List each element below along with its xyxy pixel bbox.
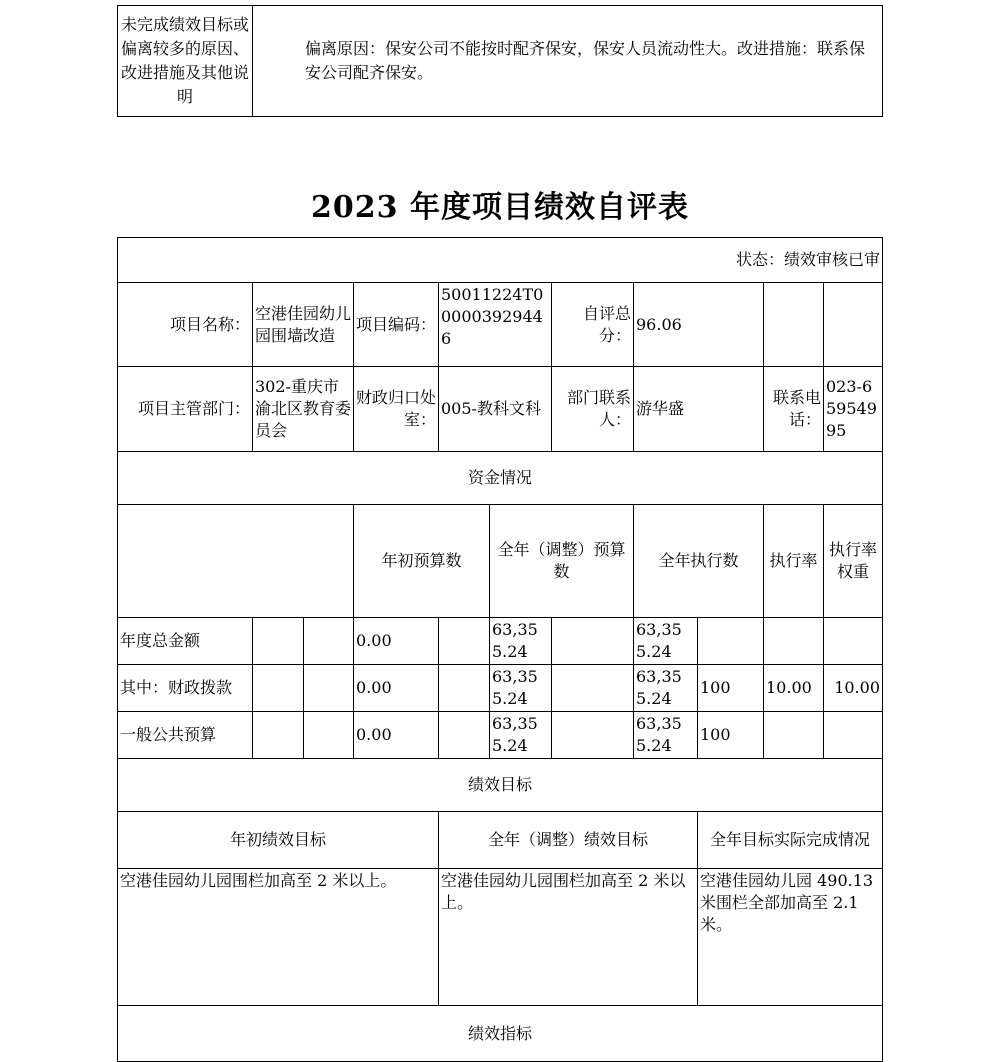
deviation-table bbox=[117, 5, 883, 117]
funds-header: 全年执行数 bbox=[634, 505, 764, 618]
row-label: 一般公共预算 bbox=[118, 712, 253, 759]
project-name-label: 项目名称： bbox=[118, 283, 253, 367]
deviation-text: 偏离原因：保安公司不能按时配齐保安，保安人员流动性大。改进措施：联系保安公司配齐保安。 bbox=[253, 6, 883, 117]
table-row bbox=[118, 712, 883, 759]
empty-cell bbox=[304, 665, 354, 712]
goals-header: 全年（调整）绩效目标 bbox=[439, 812, 698, 869]
phone-label: 联系电话： bbox=[764, 367, 824, 452]
table-row bbox=[118, 665, 883, 712]
finance-label: 财政归口处室： bbox=[354, 367, 439, 452]
adjusted-budget: 63,355.24 bbox=[490, 712, 552, 759]
table-row bbox=[118, 618, 883, 665]
rate-weight: 10.00 bbox=[764, 665, 824, 712]
executed-amount: 63,355.24 bbox=[634, 665, 698, 712]
evaluation-table bbox=[117, 237, 883, 1062]
executed-amount: 63,355.24 bbox=[634, 618, 698, 665]
dept-label: 项目主管部门： bbox=[118, 367, 253, 452]
project-code-value: 50011224T000003929446 bbox=[439, 283, 552, 367]
score-value: 96.06 bbox=[634, 283, 764, 367]
contact-value: 游华盛 bbox=[634, 367, 764, 452]
phone-value: 023-65954995 bbox=[824, 367, 883, 452]
actual-completion: 空港佳园幼儿园 490.13 米围栏全部加高至 2.1 米。 bbox=[698, 869, 883, 1006]
adjusted-budget: 63,355.24 bbox=[490, 618, 552, 665]
empty-cell bbox=[764, 283, 824, 367]
empty-cell bbox=[439, 665, 490, 712]
execution-rate: 100 bbox=[698, 665, 764, 712]
empty-cell bbox=[439, 712, 490, 759]
empty-cell bbox=[253, 712, 304, 759]
contact-label: 部门联系人： bbox=[552, 367, 634, 452]
empty-cell bbox=[118, 505, 354, 618]
indicators-section-label: 绩效指标 bbox=[118, 1006, 883, 1062]
funds-section-label: 资金情况 bbox=[118, 452, 883, 505]
initial-budget: 0.00 bbox=[354, 618, 439, 665]
rate-weight bbox=[764, 618, 824, 665]
funds-header: 执行率权重 bbox=[824, 505, 883, 618]
funds-header: 年初预算数 bbox=[354, 505, 490, 618]
dept-value: 302-重庆市渝北区教育委员会 bbox=[253, 367, 354, 452]
empty-cell bbox=[439, 618, 490, 665]
funds-header: 全年（调整）预算数 bbox=[490, 505, 634, 618]
empty-cell bbox=[304, 712, 354, 759]
score-label: 自评总分： bbox=[552, 283, 634, 367]
empty-cell bbox=[552, 712, 634, 759]
adjusted-budget: 63,355.24 bbox=[490, 665, 552, 712]
empty-cell bbox=[253, 618, 304, 665]
finance-value: 005-教科文科 bbox=[439, 367, 552, 452]
rate-score bbox=[824, 712, 883, 759]
project-code-label: 项目编码： bbox=[354, 283, 439, 367]
rate-weight bbox=[764, 712, 824, 759]
initial-budget: 0.00 bbox=[354, 712, 439, 759]
execution-rate bbox=[698, 618, 764, 665]
initial-budget: 0.00 bbox=[354, 665, 439, 712]
page-title: 2023 年度项目绩效自评表 bbox=[311, 190, 689, 225]
empty-cell bbox=[552, 618, 634, 665]
adjusted-goal: 空港佳园幼儿园围栏加高至 2 米以上。 bbox=[439, 869, 698, 1006]
row-label: 年度总金额 bbox=[118, 618, 253, 665]
project-name-value: 空港佳园幼儿园围墙改造 bbox=[253, 283, 354, 367]
goals-header: 全年目标实际完成情况 bbox=[698, 812, 883, 869]
funds-header: 执行率 bbox=[764, 505, 824, 618]
executed-amount: 63,355.24 bbox=[634, 712, 698, 759]
execution-rate: 100 bbox=[698, 712, 764, 759]
deviation-label: 未完成绩效目标或偏离较多的原因、改进措施及其他说明 bbox=[118, 6, 253, 117]
initial-goal: 空港佳园幼儿园围栏加高至 2 米以上。 bbox=[118, 869, 439, 1006]
empty-cell bbox=[824, 283, 883, 367]
row-label: 其中：财政拨款 bbox=[118, 665, 253, 712]
goals-section-label: 绩效目标 bbox=[118, 759, 883, 812]
empty-cell bbox=[552, 665, 634, 712]
status-badge: 状态：绩效审核已审 bbox=[118, 238, 883, 283]
rate-score: 10.00 bbox=[824, 665, 883, 712]
empty-cell bbox=[253, 665, 304, 712]
goals-header: 年初绩效目标 bbox=[118, 812, 439, 869]
empty-cell bbox=[304, 618, 354, 665]
rate-score bbox=[824, 618, 883, 665]
